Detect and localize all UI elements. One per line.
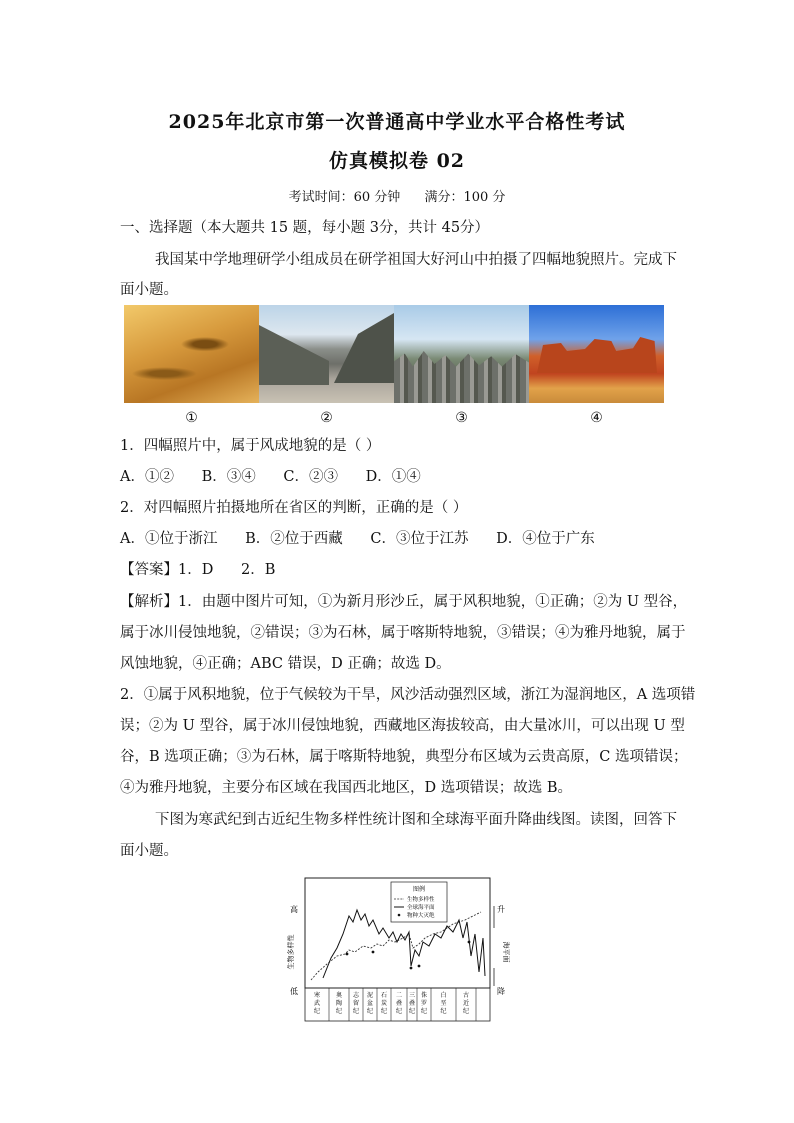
period-labels bbox=[314, 991, 469, 1015]
period-label: 志留纪 bbox=[352, 992, 360, 1015]
period-label: 二叠纪 bbox=[395, 992, 403, 1015]
analysis-line: 误；②为 U 型谷，属于冰川侵蚀地貌，西藏地区海拔较高，由大量冰川，可以出现 U 型 bbox=[120, 718, 685, 734]
period-dividers bbox=[329, 988, 476, 1021]
photo-stone-forest bbox=[394, 305, 529, 403]
legend-item: 物种大灭绝 bbox=[407, 913, 435, 919]
exam-time: 考试时间：60 分钟 bbox=[288, 190, 401, 205]
photo-yardang bbox=[529, 305, 664, 403]
legend-item: 生物多样性 bbox=[407, 897, 435, 903]
period-label: 寒武纪 bbox=[313, 992, 321, 1015]
photo-labels bbox=[124, 410, 664, 426]
photo-label: ① bbox=[185, 410, 198, 426]
question-2: 2．对四幅照片拍摄地所在省区的判断，正确的是（ ） bbox=[120, 500, 468, 516]
landform-photos bbox=[124, 305, 664, 403]
question-1: 1．四幅照片中，属于风成地貌的是（ ） bbox=[120, 438, 381, 454]
legend-item: 全球海平面 bbox=[407, 905, 435, 911]
analysis-line: 属于冰川侵蚀地貌，②错误；③为石林，属于喀斯特地貌，③错误；④为雅丹地貌，属于 bbox=[120, 625, 686, 641]
period-label: 古近纪 bbox=[462, 992, 470, 1015]
photo-sand-dunes bbox=[124, 305, 259, 403]
period-label: 奥陶纪 bbox=[335, 992, 343, 1015]
full-score: 满分：100 分 bbox=[424, 190, 506, 205]
analysis-line: 【解析】1．由题中图片可知，①为新月形沙丘，属于风积地貌，①正确；②为 U 型谷， bbox=[120, 594, 688, 610]
right-low-label: 降 bbox=[497, 987, 505, 996]
exam-title-line1: 2025年北京市第一次普通高中学业水平合格性考试 bbox=[168, 111, 626, 133]
period-label: 三叠纪 bbox=[408, 992, 416, 1015]
intro-line: 面小题。 bbox=[120, 282, 178, 298]
extinction-marker bbox=[372, 951, 375, 954]
photo-label: ④ bbox=[590, 410, 603, 426]
left-low-label: 低 bbox=[290, 987, 298, 996]
left-axis-title: 生物多样性 bbox=[287, 934, 295, 970]
analysis-line: 风蚀地貌，④正确；ABC 错误，D 正确；故选 D。 bbox=[120, 656, 451, 672]
photo-label: ③ bbox=[455, 410, 468, 426]
extinction-marker bbox=[468, 941, 471, 944]
period-label: 侏罗纪 bbox=[420, 992, 428, 1015]
intro-line: 我国某中学地理研学小组成员在研学祖国大好河山中拍摄了四幅地貌照片。完成下 bbox=[155, 252, 677, 268]
section-heading: 一、选择题（本大题共 15 题，每小题 3分，共计 45分） bbox=[120, 220, 490, 236]
period-label: 白垩纪 bbox=[440, 992, 447, 1015]
extinction-marker bbox=[418, 965, 421, 968]
analysis-line: 2．①属于风积地貌，位于气候较为干旱，风沙活动强烈区域，浙江为湿润地区，A 选项错 bbox=[120, 687, 696, 703]
period-label: 泥盆纪 bbox=[366, 992, 374, 1015]
extinction-marker bbox=[346, 953, 349, 956]
analysis-line: 谷，B 选项正确；③为石林，属于喀斯特地貌，典型分布区域为云贵高原，C 选项错误； bbox=[120, 749, 688, 765]
legend-extinction-symbol bbox=[398, 914, 401, 917]
photo-u-valley bbox=[259, 305, 394, 403]
photo-label: ② bbox=[320, 410, 333, 426]
left-high-label: 高 bbox=[290, 905, 298, 914]
analysis-line: ④为雅丹地貌，主要分布区域在我国西北地区，D 选项错误；故选 B。 bbox=[120, 780, 572, 796]
extinction-marker bbox=[410, 967, 413, 970]
exam-meta bbox=[0, 186, 794, 205]
legend-title: 图例 bbox=[412, 886, 426, 893]
question-2-options: A．①位于浙江 B．②位于西藏 C．③位于江苏 D．④位于广东 bbox=[120, 531, 595, 547]
intro2-line: 面小题。 bbox=[120, 843, 178, 859]
biodiversity-sea-level-figure bbox=[283, 876, 523, 1024]
right-axis-title: 海平面 bbox=[502, 941, 510, 963]
right-high-label: 升 bbox=[497, 905, 505, 914]
answer-line: 【答案】1．D 2．B bbox=[120, 562, 276, 578]
intro2-line: 下图为寒武纪到古近纪生物多样性统计图和全球海平面升降曲线图。读图，回答下 bbox=[155, 812, 677, 828]
question-1-options: A．①② B．③④ C．②③ D．①④ bbox=[120, 469, 421, 485]
exam-title-line2: 仿真模拟卷 02 bbox=[328, 150, 466, 172]
period-label: 石炭纪 bbox=[380, 992, 388, 1015]
